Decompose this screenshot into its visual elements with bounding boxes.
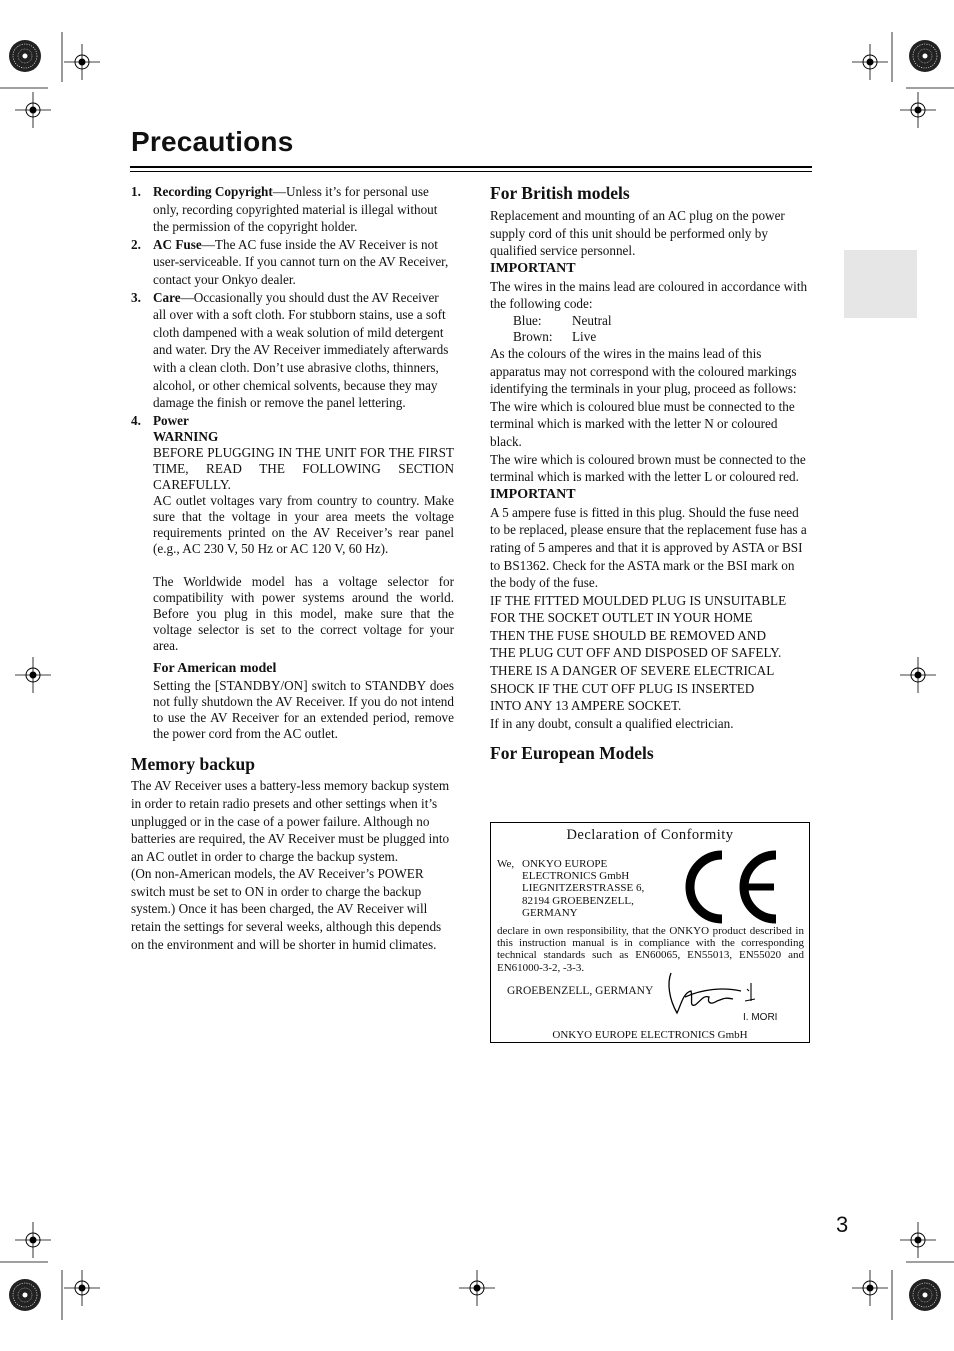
item-title: AC Fuse (153, 236, 202, 252)
important-label: IMPORTANT (490, 260, 576, 276)
declaration-address (522, 858, 644, 919)
item-title: Power (153, 412, 189, 428)
declaration-statement: declare in own responsibility, that the ONKYO product described in this instruction manual is in compliance with the corresponding technical standards such as EN60065, EN55013, EN55020 and EN61000-3-2, -3-3. (497, 925, 804, 974)
left-column (131, 183, 454, 953)
important-text: The wires in the mains lead are coloured in accordance with the following code: (490, 278, 808, 312)
address-line: ONKYO EUROPE (522, 858, 608, 870)
european-heading: For European Models (490, 743, 654, 764)
caps-warning (490, 592, 812, 715)
item-ac-fuse (131, 236, 454, 289)
caps-line: SHOCK IF THE CUT OFF PLUG IS INSERTED (490, 680, 755, 696)
american-heading: For American model (153, 661, 277, 677)
wire-key: Brown: (513, 328, 553, 344)
wire-row-brown (490, 329, 812, 345)
caps-line: IF THE FITTED MOULDED PLUG IS UNSUITABLE (490, 592, 787, 608)
memory-heading: Memory backup (131, 754, 255, 775)
doubt-text: If in any doubt, consult a qualified electrician. (490, 715, 734, 731)
caps-line: THE PLUG CUT OFF AND DISPOSED OF SAFELY. (490, 645, 782, 661)
blue-wire-text: The wire which is coloured blue must be connected to the terminal which is marked with the letter N or coloured black. (490, 398, 795, 449)
item-power (131, 412, 454, 743)
title-rule-thin (130, 171, 812, 172)
caps-line: FOR THE SOCKET OUTLET IN YOUR HOME (490, 610, 753, 626)
item-text: —Occasionally you should dust the AV Receiver all over with a soft cloth. For stubborn stains, use a soft cloth dampened with a weak solution of mild detergent and water. Dry the AV Receiver immediately afterwards with a clean cloth. Don’t use abrasive cloths, thinners, alcohol, or other chemical solvents, because they may damage the finish or remove the panel lettering. (153, 289, 449, 411)
declaration-we: We, (497, 858, 515, 870)
item-number: 4. (131, 412, 141, 428)
item-number: 1. (131, 184, 141, 199)
item-number: 2. (131, 236, 141, 252)
declaration-box (490, 822, 810, 1043)
wire-row-blue (490, 313, 812, 329)
address-line: LIEGNITZERSTRASSE 6, (522, 882, 645, 895)
caps-line: THERE IS A DANGER OF SEVERE ELECTRICAL (490, 663, 775, 679)
british-intro: Replacement and mounting of an AC plug on the power supply cord of this unit should be performed only by qualified service personnel. (490, 208, 785, 259)
wire-value: Live (572, 328, 597, 344)
section-tab (844, 250, 917, 318)
item-text: —The AC fuse inside the AV Receiver is not user-serviceable. If you cannot turn on the AV Receiver, contact your Onkyo dealer. (153, 236, 449, 287)
caps-line: THEN THE FUSE SHOULD BE REMOVED AND (490, 627, 766, 643)
item-title: Recording Copyright (153, 184, 273, 199)
worldwide-text: The Worldwide model has a voltage selector for compatibility with power systems around the world. Before you plug in this model, make sure that the voltage selector is set to the correct voltage for your area. (153, 574, 454, 654)
title-rule (130, 166, 812, 168)
page-number: 3 (836, 1212, 849, 1237)
fuse-text: A 5 ampere fuse is fitted in this plug. Should the fuse need to be replaced, please ensure that the replacement fuse has a rating of 5 amperes and that it is approved by ASTA or BSI to BS1362. Check for the ASTA mark or the BSI mark on the body of the fuse. (490, 504, 807, 591)
right-column (490, 182, 812, 764)
warning-text: BEFORE PLUGGING IN THE UNIT FOR THE FIRST TIME, READ THE FOLLOWING SECTION CAREFULLY. (153, 445, 454, 493)
ce-mark-icon (682, 849, 784, 925)
declaration-title: Declaration of Conformity (566, 827, 734, 843)
brown-wire-text: The wire which is coloured brown must be connected to the terminal which is marked with the letter L or coloured red. (490, 451, 806, 485)
signer-name: I. MORI (743, 1012, 778, 1023)
memory-text: The AV Receiver uses a battery-less memory backup system in order to retain radio presets and other settings when it’s unplugged or in the case of a power failure. Although no batteries are required, the AV Receiver must be plugged into an AC outlet in order to charge the backup system. (131, 778, 450, 864)
address-line: 82194 GROEBENZELL, (522, 894, 634, 907)
british-heading: For British models (490, 183, 630, 203)
signature-icon (663, 969, 763, 1017)
address-line: ELECTRONICS GmbH (522, 870, 630, 883)
address-line: GERMANY (522, 906, 578, 919)
item-number: 3. (131, 289, 141, 305)
item-care (131, 289, 454, 412)
american-text: Setting the [STANDBY/ON] switch to STANDBY does not fully shutdown the AV Receiver. If you do not intend to use the AV Receiver for an extended period, remove the power cord from the AC outlet. (153, 678, 454, 742)
voltage-text: AC outlet voltages vary from country to country. Make sure that the voltage in your area meets the voltage requirements printed on the AV Receiver’s rear panel (e.g., AC 230 V, 50 Hz or AC 120 V, 60 Hz). (153, 493, 454, 557)
wire-key: Blue: (513, 312, 542, 328)
wire-value: Neutral (572, 312, 612, 328)
declaration-footer: ONKYO EUROPE ELECTRONICS GmbH (552, 1029, 748, 1041)
memory-text-2: (On non-American models, the AV Receiver’s POWER switch must be set to ON in order to charge the backup system.) Once it has been charged, the AV Receiver will retain the settings for several weeks, although this depends on the environment and will be shorter in humid climates. (131, 866, 442, 952)
item-text: —Unless it’s for personal use only, recording copyrighted material is illegal without the permission of the copyright holder. (153, 184, 438, 235)
important-label-2: IMPORTANT (490, 486, 576, 502)
declaration-place: GROEBENZELL, GERMANY (507, 985, 654, 997)
colours-text: As the colours of the wires in the mains lead of this apparatus may not correspond with the coloured markings identifying the terminals in your plug, proceed as follows: (490, 345, 797, 397)
caps-line: INTO ANY 13 AMPERE SOCKET. (490, 698, 682, 714)
warning-label: WARNING (153, 429, 219, 445)
item-recording-copyright (131, 183, 454, 236)
page-title: Precautions (131, 126, 294, 157)
item-title: Care (153, 289, 181, 305)
